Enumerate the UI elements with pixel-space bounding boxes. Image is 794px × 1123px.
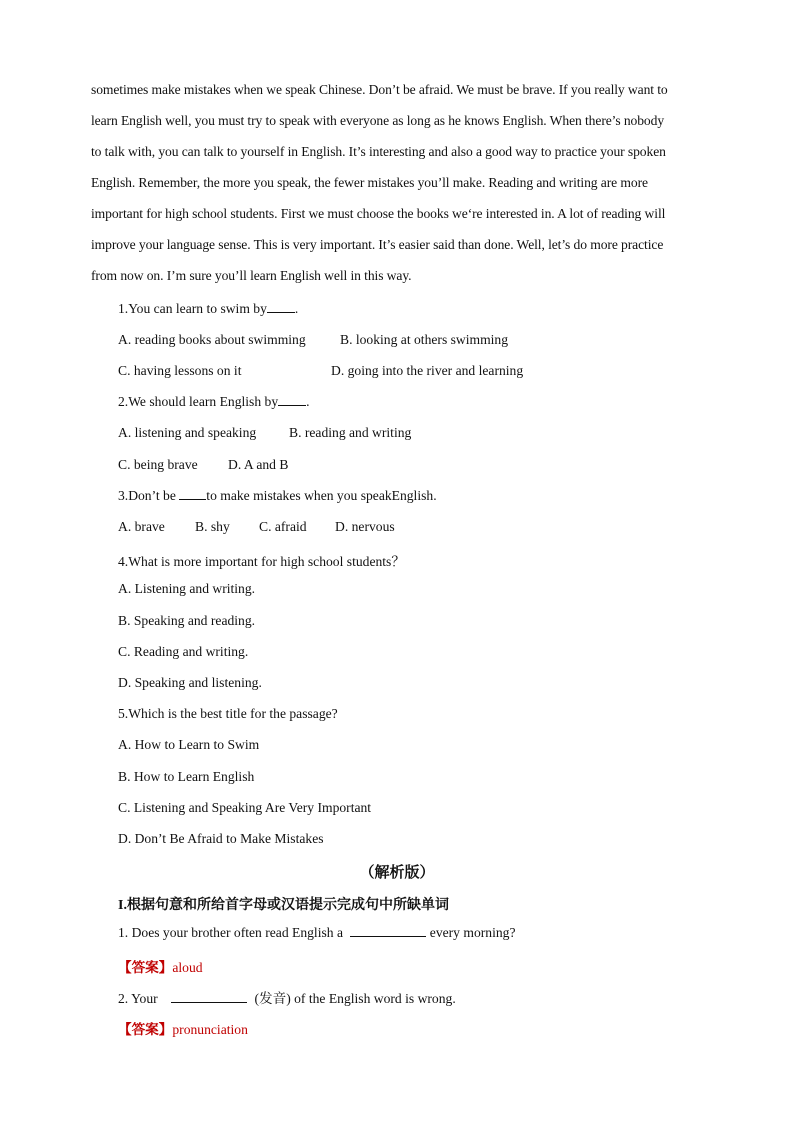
question-text: 3.Don’t be <box>118 488 180 503</box>
option-a: A. reading books about swimming <box>118 332 306 347</box>
option-d: D. going into the river and learning <box>331 363 524 378</box>
question-text: . <box>306 394 310 409</box>
item-text: (发音) of the English word is wrong. <box>251 991 456 1006</box>
passage-line: important for high school students. First we must choose the books we‘re interested in. A lot of reading will <box>91 206 666 221</box>
option-c: C. Reading and writing. <box>118 644 249 659</box>
answer-blank <box>267 301 295 313</box>
passage-line: to talk with, you can talk to yourself in English. It’s interesting and also a good way to practice your spoken <box>91 144 666 159</box>
option-a: A. listening and speaking <box>118 425 257 440</box>
passage-line: from now on. I’m sure you’ll learn English well in this way. <box>91 268 412 283</box>
answer-value: pronunciation <box>172 1022 248 1037</box>
option-d: D. nervous <box>335 519 395 534</box>
answer-1 <box>118 956 203 976</box>
item-text: 2. Your <box>118 991 162 1006</box>
option-d: D. Don’t Be Afraid to Make Mistakes <box>118 831 324 846</box>
fill-in-item-2 <box>118 987 456 1007</box>
option-b: B. Speaking and reading. <box>118 613 256 628</box>
option-c: C. Listening and Speaking Are Very Important <box>118 800 372 815</box>
option-d: D. Speaking and listening. <box>118 675 262 690</box>
answer-blank <box>350 925 426 937</box>
passage-line: improve your language sense. This is very important. It’s easier said than done. Well, let’s do more practice <box>91 237 664 252</box>
question-text: . <box>294 301 299 316</box>
passage-line: sometimes make mistakes when we speak Chinese. Don’t be afraid. We must be brave. If you really want to <box>91 82 668 97</box>
question-text: 1.You can learn to swim by <box>118 301 267 316</box>
answer-blank <box>171 991 247 1003</box>
question-text: 2.We should learn English by <box>118 394 279 409</box>
answer-2 <box>118 1018 248 1038</box>
answer-tag: 【答案】 <box>118 1022 173 1037</box>
fill-in-item-1 <box>118 925 515 941</box>
answer-value: aloud <box>172 960 203 975</box>
item-text: every morning? <box>426 925 516 940</box>
option-d: D. A and B <box>228 457 289 472</box>
passage-line: English. Remember, the more you speak, the fewer mistakes you’ll make. Reading and writing are more <box>91 175 648 190</box>
option-a: A. How to Learn to Swim <box>118 737 260 752</box>
answer-tag: 【答案】 <box>118 960 173 975</box>
passage-line: learn English well, you must try to speak with everyone as long as he knows English. When there’s nobody <box>91 113 665 128</box>
option-b: B. looking at others swimming <box>340 332 509 347</box>
section-heading: I.根据句意和所给首字母或汉语提示完成句中所缺单词 <box>118 898 449 913</box>
question-3-stem <box>118 488 437 504</box>
answer-blank <box>179 488 206 500</box>
option-b: B. shy <box>195 519 230 534</box>
answer-version-title: （解析版） <box>359 865 435 881</box>
question-text: to make mistakes when you speakEnglish. <box>206 488 437 503</box>
option-b: B. How to Learn English <box>118 769 255 784</box>
option-c: C. having lessons on it <box>118 363 242 378</box>
option-a: A. Listening and writing. <box>118 581 256 596</box>
option-c: C. being brave <box>118 457 198 472</box>
option-b: B. reading and writing <box>289 425 412 440</box>
option-a: A. brave <box>118 519 165 534</box>
question-1-stem <box>118 301 298 317</box>
question-2-stem <box>118 394 310 410</box>
option-c: C. afraid <box>259 519 307 534</box>
question-4-stem: 4.What is more important for high school students？ <box>118 554 405 569</box>
answer-blank <box>278 394 306 406</box>
item-text: 1. Does your brother often read English a <box>118 925 347 940</box>
question-5-stem: 5.Which is the best title for the passage? <box>118 706 338 721</box>
